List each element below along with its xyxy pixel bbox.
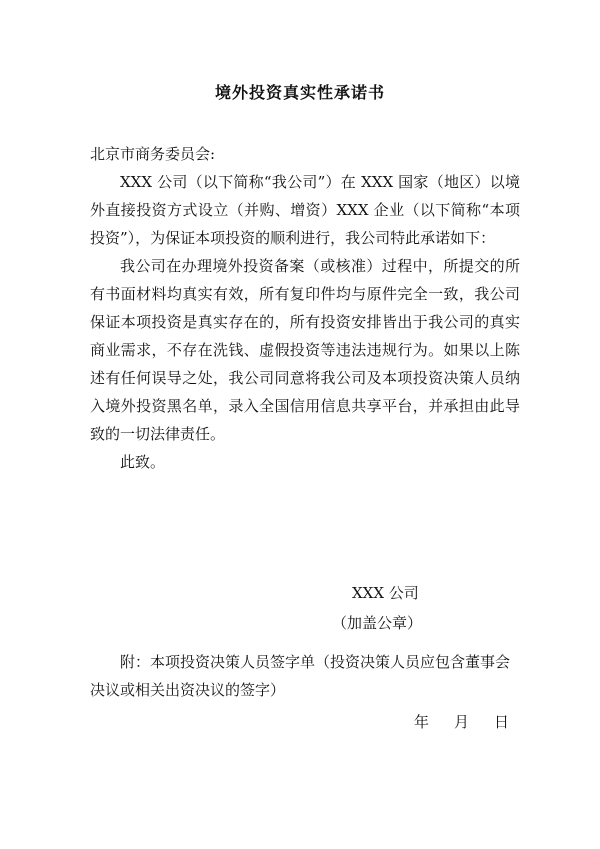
salutation: 北京市商务委员会: xyxy=(90,145,216,163)
closing-remark: 此致。 xyxy=(120,453,166,471)
paragraph-commitment: 我公司在办理境外投资备案（或核准）过程中，所提交的所有书面材料均真实有效，所有复印件均与原件完全一致，我公司保证本项投资是真实存在的，所有投资安排皆出于我公司的真实商业需求，不存在洗钱、虚假投资等违法违规行为。如果以上陈述有任何误导之处，我公司同意将我公司及本项投资决策人员纳入境外投资黑名单，录入全国信用信息共享平台，并承担由此导致的一切法律责任。 xyxy=(90,257,520,443)
date-month: 月 xyxy=(454,713,470,731)
date-year: 年 xyxy=(414,713,430,731)
paragraph-intro: XXX 公司（以下简称“我公司”）在 XXX 国家（地区）以境外直接投资方式设立（并购、增资）XXX 企业（以下简称“本项投资”），为保证本项投资的顺利进行，我公司特此承诺如下： xyxy=(90,173,520,247)
document-body xyxy=(90,140,520,476)
signature-seal: （加盖公章） xyxy=(332,614,423,632)
signature-company: XXX 公司 xyxy=(352,584,419,602)
document-title: 境外投资真实性承诺书 xyxy=(214,83,385,102)
date-day: 日 xyxy=(494,713,510,731)
attachment-note: 附：本项投资决策人员签字单（投资决策人员应包含董事会决议或相关出资决议的签字） xyxy=(90,653,511,699)
